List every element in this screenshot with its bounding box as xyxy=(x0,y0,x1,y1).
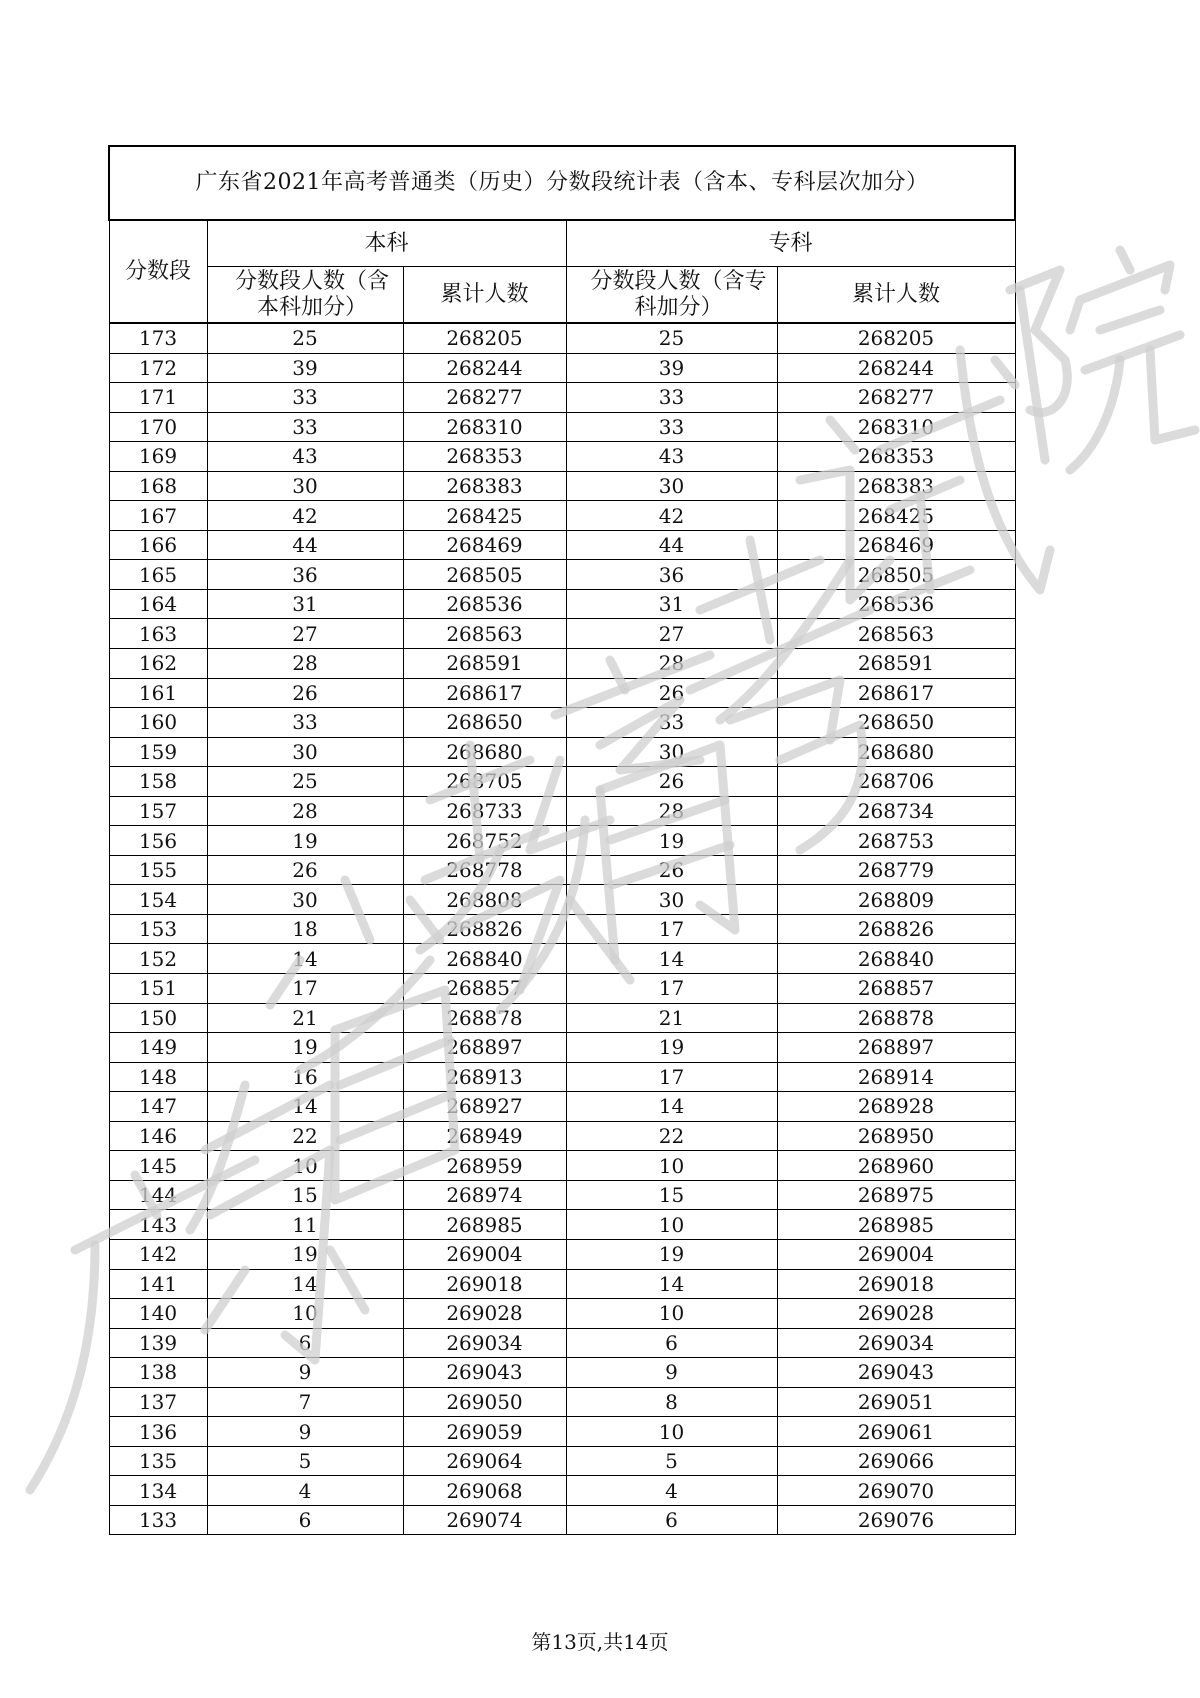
junior-cumulative-cell: 268960 xyxy=(777,1151,1015,1181)
undergrad-count-cell: 10 xyxy=(207,1299,403,1329)
table-row xyxy=(109,1210,1015,1240)
undergrad-count-cell: 21 xyxy=(207,1003,403,1033)
junior-cumulative-cell: 269070 xyxy=(777,1476,1015,1506)
junior-count-cell: 14 xyxy=(566,1092,777,1122)
junior-cumulative-cell: 269061 xyxy=(777,1417,1015,1447)
table-row xyxy=(109,442,1015,472)
score-cell: 133 xyxy=(109,1505,207,1535)
junior-cumulative-cell: 269034 xyxy=(777,1328,1015,1358)
junior-cumulative-header: 累计人数 xyxy=(777,267,1015,324)
score-cell: 141 xyxy=(109,1269,207,1299)
table-row xyxy=(109,944,1015,974)
table-row xyxy=(109,501,1015,531)
undergrad-count-cell: 31 xyxy=(207,589,403,619)
table-row xyxy=(109,1151,1015,1181)
table-row xyxy=(109,678,1015,708)
score-cell: 142 xyxy=(109,1239,207,1269)
junior-group-header: 专科 xyxy=(566,220,1015,267)
junior-count-cell: 28 xyxy=(566,796,777,826)
table-row xyxy=(109,1269,1015,1299)
undergrad-cumulative-cell: 269043 xyxy=(403,1358,566,1388)
score-cell: 168 xyxy=(109,471,207,501)
junior-count-cell: 10 xyxy=(566,1417,777,1447)
junior-cumulative-cell: 269004 xyxy=(777,1239,1015,1269)
score-distribution-table xyxy=(108,145,1016,1535)
junior-count-cell: 14 xyxy=(566,944,777,974)
score-cell: 135 xyxy=(109,1446,207,1476)
undergrad-cumulative-cell: 268733 xyxy=(403,796,566,826)
table-row xyxy=(109,589,1015,619)
junior-cumulative-cell: 268505 xyxy=(777,560,1015,590)
junior-cumulative-cell: 268878 xyxy=(777,1003,1015,1033)
undergrad-count-cell: 25 xyxy=(207,767,403,797)
undergrad-count-cell: 30 xyxy=(207,471,403,501)
undergrad-cumulative-cell: 268752 xyxy=(403,826,566,856)
table-row xyxy=(109,530,1015,560)
junior-cumulative-cell: 268563 xyxy=(777,619,1015,649)
score-cell: 139 xyxy=(109,1328,207,1358)
score-cell: 161 xyxy=(109,678,207,708)
junior-cumulative-cell: 268650 xyxy=(777,708,1015,738)
score-cell: 173 xyxy=(109,323,207,353)
table-body xyxy=(109,323,1015,1535)
undergrad-count-header-line1: 分数段人数（含 xyxy=(234,268,389,294)
score-cell: 153 xyxy=(109,914,207,944)
junior-count-cell: 10 xyxy=(566,1151,777,1181)
undergrad-count-cell: 42 xyxy=(207,501,403,531)
junior-cumulative-cell: 268914 xyxy=(777,1062,1015,1092)
junior-count-cell: 10 xyxy=(566,1299,777,1329)
table-row xyxy=(109,412,1015,442)
score-cell: 164 xyxy=(109,589,207,619)
junior-count-cell: 26 xyxy=(566,855,777,885)
undergrad-count-cell: 9 xyxy=(207,1358,403,1388)
undergrad-count-cell: 19 xyxy=(207,1239,403,1269)
table-row xyxy=(109,383,1015,413)
undergrad-cumulative-cell: 268469 xyxy=(403,530,566,560)
junior-count-cell: 39 xyxy=(566,353,777,383)
junior-cumulative-cell: 268753 xyxy=(777,826,1015,856)
score-cell: 165 xyxy=(109,560,207,590)
undergrad-cumulative-cell: 268617 xyxy=(403,678,566,708)
undergrad-count-cell: 33 xyxy=(207,412,403,442)
undergrad-count-cell: 11 xyxy=(207,1210,403,1240)
score-cell: 137 xyxy=(109,1387,207,1417)
score-cell: 154 xyxy=(109,885,207,915)
junior-cumulative-cell: 268706 xyxy=(777,767,1015,797)
table-row xyxy=(109,1299,1015,1329)
table-row xyxy=(109,1003,1015,1033)
undergrad-count-cell: 6 xyxy=(207,1328,403,1358)
undergrad-count-cell: 10 xyxy=(207,1151,403,1181)
table-row xyxy=(109,353,1015,383)
undergrad-count-cell: 30 xyxy=(207,885,403,915)
junior-cumulative-cell: 268353 xyxy=(777,442,1015,472)
score-cell: 157 xyxy=(109,796,207,826)
junior-cumulative-cell: 268840 xyxy=(777,944,1015,974)
junior-count-cell: 19 xyxy=(566,1239,777,1269)
junior-count-cell: 43 xyxy=(566,442,777,472)
junior-count-cell: 31 xyxy=(566,589,777,619)
junior-cumulative-cell: 269066 xyxy=(777,1446,1015,1476)
score-range-header: 分数段 xyxy=(109,220,207,323)
undergrad-count-cell: 26 xyxy=(207,855,403,885)
table-row xyxy=(109,1328,1015,1358)
junior-count-cell: 30 xyxy=(566,885,777,915)
undergrad-count-cell: 16 xyxy=(207,1062,403,1092)
undergrad-count-cell: 7 xyxy=(207,1387,403,1417)
table-row xyxy=(109,737,1015,767)
undergrad-count-cell: 17 xyxy=(207,974,403,1004)
junior-count-cell: 19 xyxy=(566,1033,777,1063)
undergrad-cumulative-cell: 268840 xyxy=(403,944,566,974)
junior-count-cell: 10 xyxy=(566,1210,777,1240)
undergrad-cumulative-cell: 269068 xyxy=(403,1476,566,1506)
table-row xyxy=(109,1033,1015,1063)
junior-count-cell: 30 xyxy=(566,737,777,767)
undergrad-count-header-line2: 本科加分） xyxy=(256,294,367,320)
score-cell: 170 xyxy=(109,412,207,442)
table-row xyxy=(109,1476,1015,1506)
undergrad-cumulative-cell: 268878 xyxy=(403,1003,566,1033)
junior-cumulative-cell: 268809 xyxy=(777,885,1015,915)
undergrad-count-cell: 14 xyxy=(207,1269,403,1299)
table-row xyxy=(109,885,1015,915)
undergrad-cumulative-cell: 268974 xyxy=(403,1180,566,1210)
junior-count-cell: 17 xyxy=(566,914,777,944)
undergrad-cumulative-cell: 268778 xyxy=(403,855,566,885)
score-cell: 171 xyxy=(109,383,207,413)
junior-count-cell: 6 xyxy=(566,1328,777,1358)
undergrad-count-cell: 33 xyxy=(207,383,403,413)
score-cell: 172 xyxy=(109,353,207,383)
junior-cumulative-cell: 268277 xyxy=(777,383,1015,413)
undergrad-count-cell: 26 xyxy=(207,678,403,708)
junior-count-cell: 33 xyxy=(566,383,777,413)
junior-count-cell: 28 xyxy=(566,649,777,679)
undergrad-count-cell: 18 xyxy=(207,914,403,944)
score-cell: 155 xyxy=(109,855,207,885)
undergrad-cumulative-cell: 268310 xyxy=(403,412,566,442)
undergrad-count-header xyxy=(207,267,403,324)
undergrad-count-cell: 15 xyxy=(207,1180,403,1210)
table-row xyxy=(109,1387,1015,1417)
undergrad-cumulative-cell: 268927 xyxy=(403,1092,566,1122)
undergrad-count-cell: 33 xyxy=(207,708,403,738)
undergrad-cumulative-cell: 268949 xyxy=(403,1121,566,1151)
junior-count-cell: 6 xyxy=(566,1505,777,1535)
undergrad-cumulative-cell: 268680 xyxy=(403,737,566,767)
junior-cumulative-cell: 269018 xyxy=(777,1269,1015,1299)
junior-cumulative-cell: 268244 xyxy=(777,353,1015,383)
table-row xyxy=(109,323,1015,353)
table-row xyxy=(109,1417,1015,1447)
undergrad-cumulative-cell: 269064 xyxy=(403,1446,566,1476)
undergrad-cumulative-cell: 269018 xyxy=(403,1269,566,1299)
undergrad-cumulative-cell: 269028 xyxy=(403,1299,566,1329)
junior-cumulative-cell: 268205 xyxy=(777,323,1015,353)
undergrad-cumulative-cell: 268536 xyxy=(403,589,566,619)
undergrad-cumulative-cell: 268985 xyxy=(403,1210,566,1240)
junior-count-cell: 27 xyxy=(566,619,777,649)
table-row xyxy=(109,767,1015,797)
undergrad-cumulative-cell: 268353 xyxy=(403,442,566,472)
table-row xyxy=(109,1121,1015,1151)
table-row xyxy=(109,708,1015,738)
undergrad-cumulative-cell: 268591 xyxy=(403,649,566,679)
junior-cumulative-cell: 268826 xyxy=(777,914,1015,944)
undergrad-cumulative-cell: 268277 xyxy=(403,383,566,413)
score-cell: 134 xyxy=(109,1476,207,1506)
table-row xyxy=(109,826,1015,856)
undergrad-cumulative-cell: 269004 xyxy=(403,1239,566,1269)
junior-cumulative-cell: 268617 xyxy=(777,678,1015,708)
table-title: 广东省2021年高考普通类（历史）分数段统计表（含本、专科层次加分） xyxy=(109,146,1015,220)
score-cell: 169 xyxy=(109,442,207,472)
table-row xyxy=(109,974,1015,1004)
undergrad-count-cell: 39 xyxy=(207,353,403,383)
junior-cumulative-cell: 269028 xyxy=(777,1299,1015,1329)
junior-count-header-line2: 科加分） xyxy=(634,294,723,320)
junior-cumulative-cell: 268591 xyxy=(777,649,1015,679)
junior-cumulative-cell: 268897 xyxy=(777,1033,1015,1063)
table-row xyxy=(109,855,1015,885)
junior-count-cell: 42 xyxy=(566,501,777,531)
undergrad-count-cell: 30 xyxy=(207,737,403,767)
score-cell: 166 xyxy=(109,530,207,560)
junior-cumulative-cell: 269076 xyxy=(777,1505,1015,1535)
junior-cumulative-cell: 268950 xyxy=(777,1121,1015,1151)
undergrad-count-cell: 22 xyxy=(207,1121,403,1151)
score-cell: 140 xyxy=(109,1299,207,1329)
junior-count-cell: 4 xyxy=(566,1476,777,1506)
junior-cumulative-cell: 268857 xyxy=(777,974,1015,1004)
undergrad-cumulative-cell: 268425 xyxy=(403,501,566,531)
undergrad-count-cell: 28 xyxy=(207,796,403,826)
junior-cumulative-cell: 268383 xyxy=(777,471,1015,501)
score-cell: 152 xyxy=(109,944,207,974)
undergrad-count-cell: 44 xyxy=(207,530,403,560)
score-cell: 163 xyxy=(109,619,207,649)
junior-count-cell: 36 xyxy=(566,560,777,590)
undergrad-cumulative-cell: 269034 xyxy=(403,1328,566,1358)
table-row xyxy=(109,1062,1015,1092)
page-footer: 第13页,共14页 xyxy=(531,1630,669,1654)
undergrad-count-cell: 9 xyxy=(207,1417,403,1447)
junior-count-cell: 5 xyxy=(566,1446,777,1476)
undergrad-cumulative-cell: 269074 xyxy=(403,1505,566,1535)
undergrad-cumulative-cell: 268383 xyxy=(403,471,566,501)
table-row xyxy=(109,1358,1015,1388)
score-cell: 144 xyxy=(109,1180,207,1210)
junior-cumulative-cell: 268734 xyxy=(777,796,1015,826)
junior-count-cell: 44 xyxy=(566,530,777,560)
score-cell: 159 xyxy=(109,737,207,767)
score-cell: 143 xyxy=(109,1210,207,1240)
table-row xyxy=(109,619,1015,649)
undergrad-count-cell: 43 xyxy=(207,442,403,472)
junior-cumulative-cell: 268928 xyxy=(777,1092,1015,1122)
score-cell: 167 xyxy=(109,501,207,531)
undergrad-count-cell: 4 xyxy=(207,1476,403,1506)
undergrad-cumulative-cell: 268563 xyxy=(403,619,566,649)
junior-count-cell: 8 xyxy=(566,1387,777,1417)
junior-count-cell: 17 xyxy=(566,1062,777,1092)
table-row xyxy=(109,1446,1015,1476)
score-cell: 145 xyxy=(109,1151,207,1181)
score-cell: 158 xyxy=(109,767,207,797)
junior-count-cell: 21 xyxy=(566,1003,777,1033)
score-cell: 151 xyxy=(109,974,207,1004)
junior-count-cell: 30 xyxy=(566,471,777,501)
table-row xyxy=(109,1505,1015,1535)
junior-count-cell: 9 xyxy=(566,1358,777,1388)
undergrad-cumulative-cell: 269050 xyxy=(403,1387,566,1417)
undergrad-cumulative-cell: 268244 xyxy=(403,353,566,383)
score-cell: 149 xyxy=(109,1033,207,1063)
junior-count-cell: 26 xyxy=(566,678,777,708)
undergrad-count-cell: 25 xyxy=(207,323,403,353)
undergrad-cumulative-cell: 268205 xyxy=(403,323,566,353)
junior-cumulative-cell: 268469 xyxy=(777,530,1015,560)
table-row xyxy=(109,471,1015,501)
undergrad-count-cell: 19 xyxy=(207,826,403,856)
undergrad-cumulative-cell: 268705 xyxy=(403,767,566,797)
undergrad-group-header: 本科 xyxy=(207,220,566,267)
undergrad-cumulative-header: 累计人数 xyxy=(403,267,566,324)
table-row xyxy=(109,1180,1015,1210)
table-row xyxy=(109,796,1015,826)
undergrad-cumulative-cell: 268808 xyxy=(403,885,566,915)
table-row xyxy=(109,649,1015,679)
junior-cumulative-cell: 268680 xyxy=(777,737,1015,767)
junior-count-cell: 25 xyxy=(566,323,777,353)
undergrad-cumulative-cell: 268959 xyxy=(403,1151,566,1181)
score-cell: 160 xyxy=(109,708,207,738)
score-cell: 162 xyxy=(109,649,207,679)
junior-cumulative-cell: 269051 xyxy=(777,1387,1015,1417)
table-row xyxy=(109,560,1015,590)
junior-count-cell: 33 xyxy=(566,708,777,738)
junior-count-cell: 17 xyxy=(566,974,777,1004)
score-cell: 150 xyxy=(109,1003,207,1033)
score-cell: 156 xyxy=(109,826,207,856)
score-cell: 148 xyxy=(109,1062,207,1092)
undergrad-cumulative-cell: 268650 xyxy=(403,708,566,738)
undergrad-count-cell: 5 xyxy=(207,1446,403,1476)
junior-count-header xyxy=(566,267,777,324)
score-cell: 136 xyxy=(109,1417,207,1447)
undergrad-count-cell: 27 xyxy=(207,619,403,649)
table-row xyxy=(109,1239,1015,1269)
undergrad-count-cell: 36 xyxy=(207,560,403,590)
undergrad-cumulative-cell: 269059 xyxy=(403,1417,566,1447)
undergrad-count-cell: 14 xyxy=(207,944,403,974)
junior-cumulative-cell: 268779 xyxy=(777,855,1015,885)
junior-count-cell: 22 xyxy=(566,1121,777,1151)
junior-cumulative-cell: 268425 xyxy=(777,501,1015,531)
junior-count-cell: 15 xyxy=(566,1180,777,1210)
junior-count-cell: 26 xyxy=(566,767,777,797)
score-cell: 146 xyxy=(109,1121,207,1151)
undergrad-cumulative-cell: 268913 xyxy=(403,1062,566,1092)
junior-cumulative-cell: 268975 xyxy=(777,1180,1015,1210)
junior-count-cell: 19 xyxy=(566,826,777,856)
undergrad-count-cell: 28 xyxy=(207,649,403,679)
undergrad-cumulative-cell: 268897 xyxy=(403,1033,566,1063)
undergrad-cumulative-cell: 268857 xyxy=(403,974,566,1004)
undergrad-count-cell: 6 xyxy=(207,1505,403,1535)
junior-cumulative-cell: 268310 xyxy=(777,412,1015,442)
junior-count-cell: 14 xyxy=(566,1269,777,1299)
score-cell: 147 xyxy=(109,1092,207,1122)
table-row xyxy=(109,1092,1015,1122)
junior-count-header-line1: 分数段人数（含专 xyxy=(590,268,767,294)
undergrad-count-cell: 19 xyxy=(207,1033,403,1063)
undergrad-count-cell: 14 xyxy=(207,1092,403,1122)
junior-cumulative-cell: 268536 xyxy=(777,589,1015,619)
undergrad-cumulative-cell: 268505 xyxy=(403,560,566,590)
score-cell: 138 xyxy=(109,1358,207,1388)
undergrad-cumulative-cell: 268826 xyxy=(403,914,566,944)
junior-cumulative-cell: 269043 xyxy=(777,1358,1015,1388)
junior-cumulative-cell: 268985 xyxy=(777,1210,1015,1240)
junior-count-cell: 33 xyxy=(566,412,777,442)
table-row xyxy=(109,914,1015,944)
